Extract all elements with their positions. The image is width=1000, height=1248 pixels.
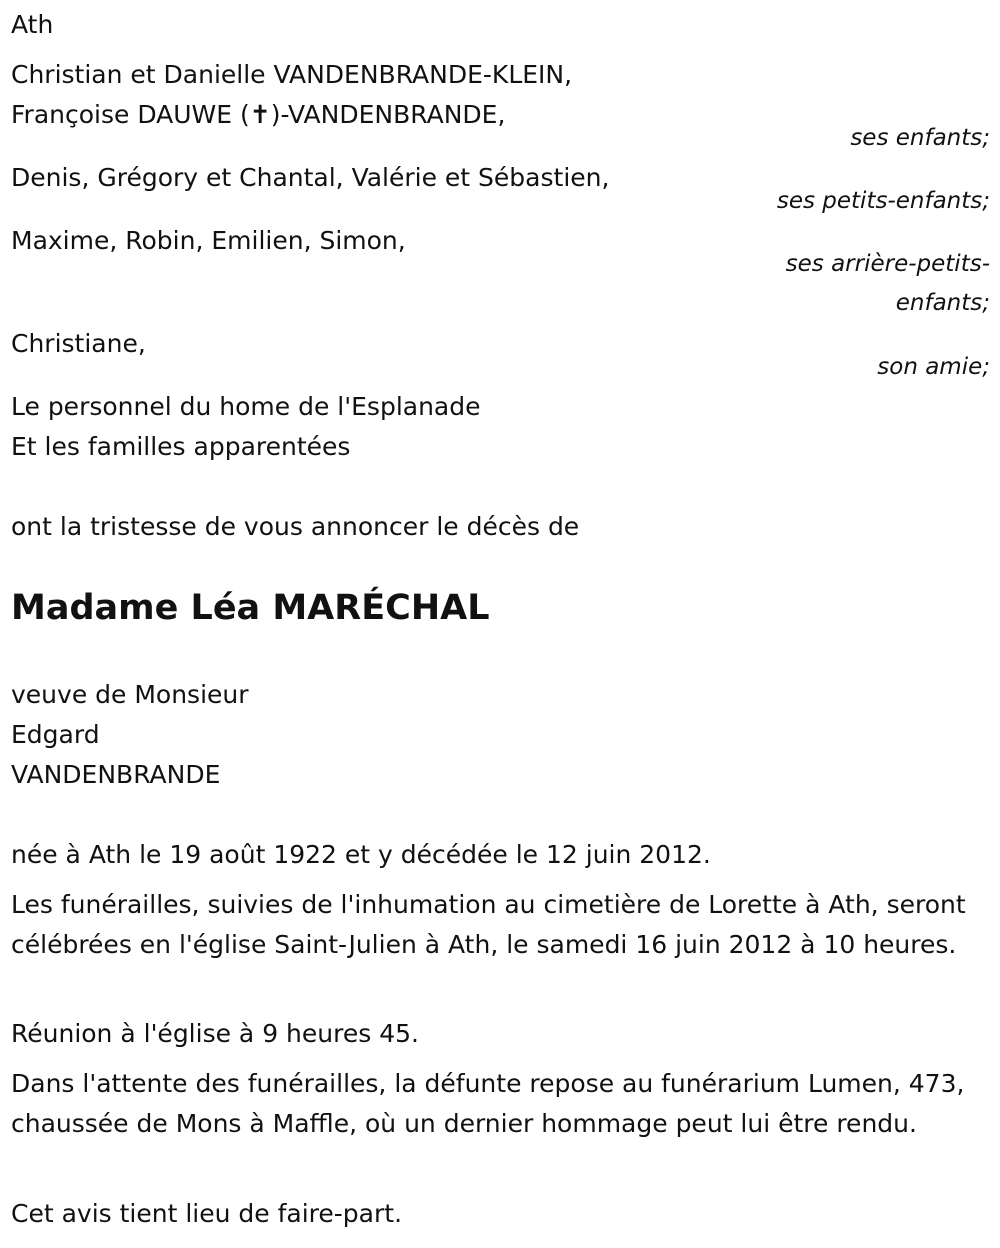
friend-relation: son amie; [877, 354, 990, 380]
widow-line-2: Edgard [11, 720, 100, 749]
announcement: ont la tristesse de vous annoncer le décès de [11, 512, 580, 541]
widow-line-1: veuve de Monsieur [11, 680, 249, 709]
closing: Cet avis tient lieu de faire-part. [11, 1199, 403, 1228]
grandchildren-relation: ses petits-enfants; [776, 188, 990, 214]
children-relation: ses enfants; [850, 125, 990, 151]
widow-line-3: VANDENBRANDE [11, 760, 221, 789]
birth-death: née à Ath le 19 août 1922 et y décédée le 12 juin 2012. [11, 840, 711, 869]
children-line-1: Christian et Danielle VANDENBRANDE-KLEIN, [11, 60, 573, 89]
funerarium-paragraph: Dans l'attente des funérailles, la défunte repose au funérarium Lumen, 473, chaussée de Mons à Maffle, où un dernier hommage peut lui être rendu. [11, 1069, 965, 1138]
others-line-1: Le personnel du home de l'Esplanade [11, 392, 481, 421]
children-line-2: Françoise DAUWE (✝)-VANDENBRANDE, [11, 100, 506, 129]
great-grandchildren: Maxime, Robin, Emilien, Simon, [11, 226, 406, 255]
funeral-paragraph: Les funérailles, suivies de l'inhumation au cimetière de Lorette à Ath, seront célébrées en l'église Saint-Julien à Ath, le samedi 16 juin 2012 à 10 heures. [11, 890, 966, 959]
great-grandchildren-relation-line-1: ses arrière-petits- [785, 251, 990, 277]
location: Ath [11, 10, 54, 39]
friend: Christiane, [11, 329, 146, 358]
great-grandchildren-relation-line-2: enfants; [895, 290, 990, 316]
others-line-2: Et les familles apparentées [11, 432, 351, 461]
grandchildren: Denis, Grégory et Chantal, Valérie et Sébastien, [11, 163, 610, 192]
meeting: Réunion à l'église à 9 heures 45. [11, 1019, 419, 1048]
deceased-name: Madame Léa MARÉCHAL [11, 588, 490, 628]
